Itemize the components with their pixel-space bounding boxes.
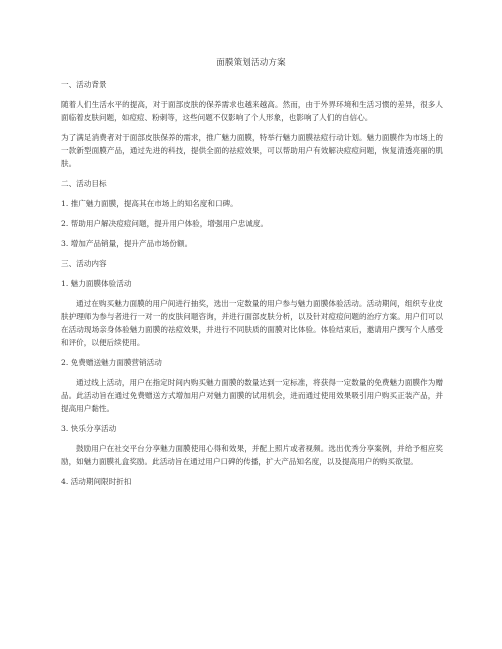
background-paragraph-2: 为了满足消费者对于面部皮肤保养的需求，推广魅力面膜，特举行魅力面膜祛痘行动计划。魅力面膜作为市场上的一款新型面膜产品，通过先进的科技，提供全面的祛痘效果，可以帮助用户有效解决痘痘问题，恢复清透亮丽的肌肤。 (61, 133, 443, 168)
goal-item: 1. 推广魅力面膜，提高其在市场上的知名度和口碑。 (61, 199, 238, 208)
document-body (61, 78, 443, 495)
activity-1-title: 1. 魅力面膜体验活动 (61, 279, 132, 288)
goal-item: 3. 增加产品销量，提升产品市场份额。 (61, 239, 193, 248)
activity-1-body: 通过在购买魅力面膜的用户间进行抽奖，选出一定数量的用户参与魅力面膜体验活动。活动期间，组织专业皮肤护理师为参与者进行一对一的皮肤问题咨询，并进行面部皮肤分析，以及针对痘痘问题的治疗方案。用户们可以在活动现场亲身体验魅力面膜的祛痘效果，并进行不同肤质的面膜对比体验。体验结束后，邀请用户撰写个人感受和评价，以便后续使用。 (61, 299, 443, 347)
section-heading-background: 一、活动背景 (61, 80, 107, 89)
activity-2-body: 通过线上活动，用户在指定时间内购买魅力面膜的数量达到一定标准，将获得一定数量的免费魅力面膜作为赠品。此活动旨在通过免费赠送方式增加用户对魅力面膜的试用机会，进而通过使用效果吸引用户购买正装产品，并提高用户黏性。 (61, 378, 443, 413)
section-heading-goals: 二、活动目标 (61, 179, 107, 188)
activity-4-title: 4. 活动期间限时折扣 (61, 477, 132, 486)
activity-2-title: 2. 免费赠送魅力面膜营销活动 (61, 358, 162, 367)
background-paragraph-1: 随着人们生活水平的提高，对于面部皮肤的保养需求也越来越高。然而，由于外界环境和生活习惯的差异，很多人面临着皮肤问题，如痘痘、粉刺等，这些问题不仅影响了个人形象，也影响了人们的自信心。 (61, 100, 443, 122)
activity-3-body: 鼓励用户在社交平台分享魅力面膜使用心得和效果，并配上照片或者视频。选出优秀分享案例，并给予相应奖励，如魅力面膜礼盒奖励。此活动旨在通过用户口碑的传播，扩大产品知名度，以及提高用户的购买欲望。 (61, 444, 443, 466)
activity-3-title: 3. 快乐分享活动 (61, 424, 117, 433)
goal-item: 2. 帮助用户解决痘痘问题，提升用户体验，增强用户忠诚度。 (61, 219, 269, 228)
section-heading-content: 三、活动内容 (61, 259, 107, 268)
document-title: 面膜策划活动方案 (216, 58, 286, 68)
